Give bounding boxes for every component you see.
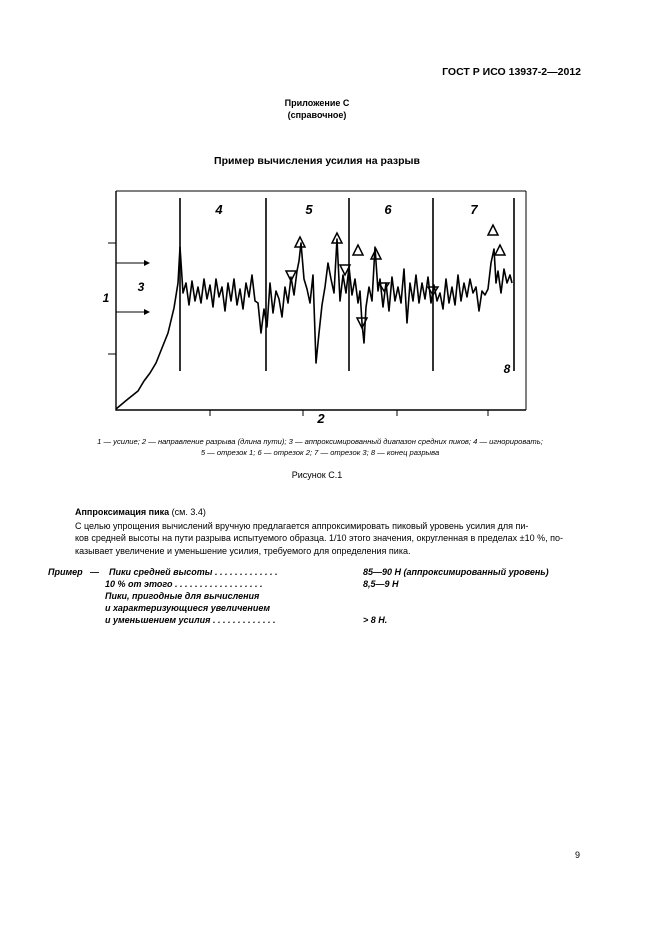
figure-legend [40,436,600,458]
annex-heading [0,98,634,121]
example-row-1-text: Пики средней высоты . . . . . . . . . . . . . [109,567,278,577]
example-row-3-text: Пики, пригодные для вычисления [105,591,260,601]
example-dash: — [90,567,99,577]
label-segment-6: 6 [384,202,392,217]
section-title: Пример вычисления усилия на разрыв [214,155,420,167]
document-id: ГОСТ Р ИСО 13937-2—2012 [442,66,581,78]
example-row-2-text: 10 % от этого . . . . . . . . . . . . . . . . . . [105,579,263,589]
example-row-4-text: и характеризующиеся увеличением [105,603,270,613]
approximation-ref: (см. 3.4) [171,507,206,517]
example-row-5-text: и уменьшением усилия . . . . . . . . . . . . . [105,615,276,625]
tear-force-figure [100,183,530,433]
axes-frame [116,191,526,410]
example-row-2-value: 8,5—9 Н [363,579,399,589]
peak-up-marker [353,245,363,255]
tear-force-diagram [100,183,530,433]
approximation-heading [75,507,206,517]
example-row-5-value: > 8 Н. [363,615,388,625]
approximation-title: Аппроксимация пика [75,507,170,517]
label-segment-4: 4 [215,202,223,217]
example-label: Пример [48,567,83,577]
trough-down-marker [286,271,296,281]
example-row-1-value: 85—90 Н (аппроксимированный уровень) [363,567,549,577]
annex-subtitle: (справочное) [287,109,347,120]
peak-up-marker [495,245,505,255]
paragraph-line-2: ков средней высоты на пути разрыва испытуемого образца. 1/10 этого значения, округленная в пределах ±10 %, по- [75,533,563,544]
range-arrowhead [144,309,150,315]
label-segment-7: 7 [470,202,478,217]
example-block [48,566,595,636]
paragraph-line-1: С целью упрощения вычислений вручную предлагается аппроксимировать пиковый уровень усилия для пи- [75,521,529,531]
label-path-2: 2 [317,411,325,426]
annex-title: Приложение С [284,98,350,108]
page-number: 9 [574,850,580,860]
label-end-8: 8 [503,362,511,376]
label-force-1: 1 [102,291,110,305]
peak-up-marker [488,225,498,235]
legend-line-1: 1 — усилие; 2 — направление разрыва (длина пути); 3 — аппроксимированный диапазон средних пиков; 4 — игнорировать; [97,437,543,446]
range-arrowhead [144,260,150,266]
label-range-3: 3 [137,280,145,294]
approximation-paragraph [75,520,585,557]
legend-line-2: 5 — отрезок 1; 6 — отрезок 2; 7 — отрезок 3; 8 — конец разрыва [200,448,440,457]
paragraph-line-3: казывает увеличение и уменьшение усилия, требуемого для определения пика. [75,545,411,556]
figure-caption: Рисунок С.1 [291,470,343,480]
label-segment-5: 5 [305,202,313,217]
force-curve [116,239,512,409]
